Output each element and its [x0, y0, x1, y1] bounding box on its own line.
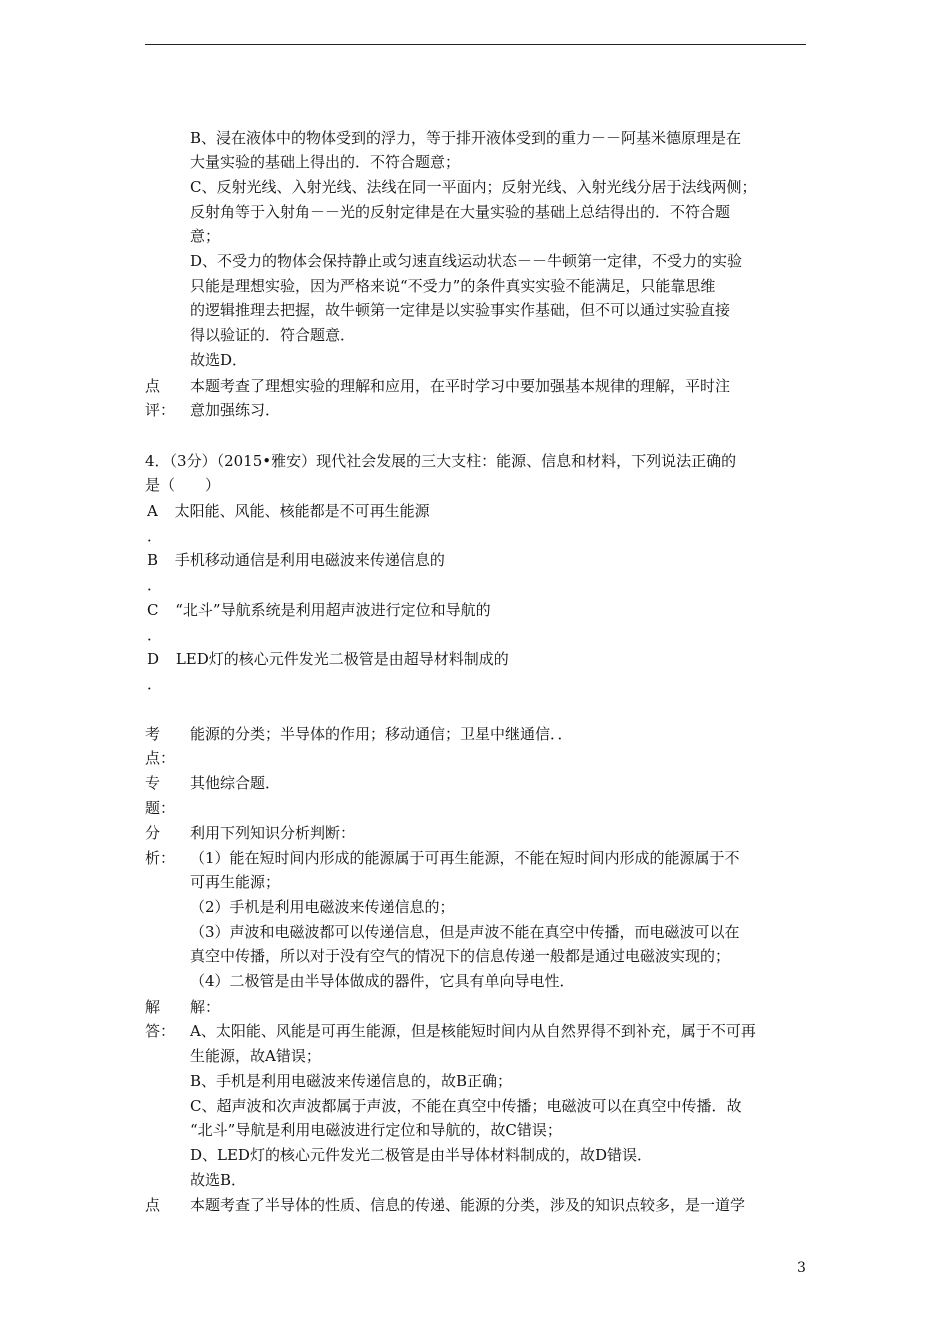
q4-fenxi-line-1: 利用下列知识分析判断： — [190, 824, 356, 842]
prev-option-d-line-3: 的逻辑推理去把握，故牛顿第一定律是以实验事实作基础，但不可以通过实验直接 — [190, 301, 731, 319]
prev-option-b-line-2: 大量实验的基础上得出的．不符合题意； — [190, 153, 461, 171]
q4-option-a-letter: A — [147, 502, 158, 520]
prev-option-c-line-2: 反射角等于入射角－－光的反射定律是在大量实验的基础上总结得出的．不符合题 — [190, 203, 731, 221]
q4-fenxi-line-4: （2）手机是利用电磁波来传递信息的； — [190, 898, 455, 916]
header-rule — [145, 44, 806, 45]
q4-option-c-text: “北斗”导航系统是利用超声波进行定位和导航的 — [175, 601, 491, 619]
q4-jieda-line-3: 生能源，故A错误； — [190, 1047, 321, 1065]
q4-kaodian-label-2: 点： — [145, 749, 176, 767]
q4-option-d-dot: ． — [147, 675, 163, 693]
q4-fenxi-line-5: （3）声波和电磁波都可以传递信息，但是声波不能在真空中传播，而电磁波可以在 — [190, 923, 740, 941]
prev-option-c-line-1: C、反射光线、入射光线、法线在同一平面内；反射光线、入射光线分居于法线两侧； — [190, 178, 757, 196]
q4-option-d-text: LED灯的核心元件发光二极管是由超导材料制成的 — [175, 650, 509, 668]
prev-option-c-line-3: 意； — [190, 227, 221, 245]
q4-option-b-letter: B — [147, 551, 159, 569]
prev-choice: 故选D． — [190, 351, 248, 369]
q4-stem-line-1: 4．（3分）（2015•雅安）现代社会发展的三大支柱：能源、信息和材料，下列说法正确的 — [145, 452, 737, 470]
q4-zhuanti-label-1: 专 — [145, 774, 161, 792]
prev-dianping-line-1: 本题考查了理想实验的理解和应用，在平时学习中要加强基本规律的理解，平时注 — [190, 377, 731, 395]
prev-option-b-line-1: B、浸在液体中的物体受到的浮力，等于排开液体受到的重力－－阿基米德原理是在 — [190, 129, 742, 147]
prev-option-d-line-2: 只能是理想实验，因为严格来说“不受力”的条件真实实验不能满足，只能靠思维 — [190, 277, 716, 295]
q4-jieda-label-1: 解 — [145, 998, 161, 1016]
q4-option-a-dot: ． — [147, 527, 163, 545]
q4-kaodian: 能源的分类；半导体的作用；移动通信；卫星中继通信．． — [190, 725, 573, 743]
q4-stem-line-2: 是（ ） — [145, 476, 221, 494]
q4-jieda-line-5: C、超声波和次声波都属于声波，不能在真空中传播；电磁波可以在真空中传播．故 — [190, 1097, 742, 1115]
q4-fenxi-line-2: （1）能在短时间内形成的能源属于可再生能源，不能在短时间内形成的能源属于不 — [190, 849, 740, 867]
q4-fenxi-label-2: 析： — [145, 849, 176, 867]
q4-option-a-text: 太阳能、风能、核能都是不可再生能源 — [174, 502, 430, 520]
q4-jieda-line-6: “北斗”导航是利用电磁波进行定位和导航的，故C错误； — [190, 1121, 562, 1139]
q4-zhuanti: 其他综合题． — [190, 774, 281, 792]
q4-jieda-line-2: A、太阳能、风能是可再生能源，但是核能短时间内从自然界得不到补充，属于不可再 — [190, 1022, 756, 1040]
q4-dianping: 本题考查了半导体的性质、信息的传递、能源的分类，涉及的知识点较多，是一道学 — [190, 1196, 746, 1214]
q4-dianping-label: 点 — [145, 1196, 161, 1214]
q4-jieda-line-4: B、手机是利用电磁波来传递信息的，故B正确； — [190, 1072, 513, 1090]
prev-dianping-label-2: 评： — [145, 401, 176, 419]
q4-jieda-label-2: 答： — [145, 1022, 176, 1040]
q4-option-d-letter: D — [147, 650, 160, 668]
q4-option-c-dot: ． — [147, 626, 163, 644]
q4-jieda-line-1: 解： — [190, 998, 221, 1016]
q4-option-b-text: 手机移动通信是利用电磁波来传递信息的 — [174, 551, 445, 569]
q4-fenxi-line-3: 可再生能源； — [190, 873, 281, 891]
q4-option-a — [147, 501, 430, 521]
q4-fenxi-label-1: 分 — [145, 824, 161, 842]
q4-fenxi-line-6: 真空中传播，所以对于没有空气的情况下的信息传递一般都是通过电磁波实现的； — [190, 947, 731, 965]
q4-fenxi-line-7: （4）二极管是由半导体做成的器件，它具有单向导电性． — [190, 972, 575, 990]
q4-jieda-line-7: D、LED灯的核心元件发光二极管是由半导体材料制成的，故D错误． — [190, 1146, 652, 1164]
prev-dianping-line-2: 意加强练习． — [190, 401, 281, 419]
q4-option-c-letter: C — [147, 601, 159, 619]
q4-option-b — [147, 550, 445, 570]
q4-zhuanti-label-2: 题： — [145, 799, 176, 817]
q4-kaodian-label-1: 考 — [145, 725, 161, 743]
q4-option-c — [147, 600, 491, 620]
q4-option-b-dot: ． — [147, 576, 163, 594]
prev-option-d-line-1: D、不受力的物体会保持静止或匀速直线运动状态－－牛顿第一定律，不受力的实验 — [190, 252, 743, 270]
page-number: 3 — [797, 1260, 806, 1276]
prev-option-d-line-4: 得以验证的．符合题意． — [190, 326, 356, 344]
q4-option-d — [147, 649, 509, 669]
q4-jieda-line-8: 故选B． — [190, 1171, 247, 1189]
prev-dianping-label-1: 点 — [145, 377, 161, 395]
